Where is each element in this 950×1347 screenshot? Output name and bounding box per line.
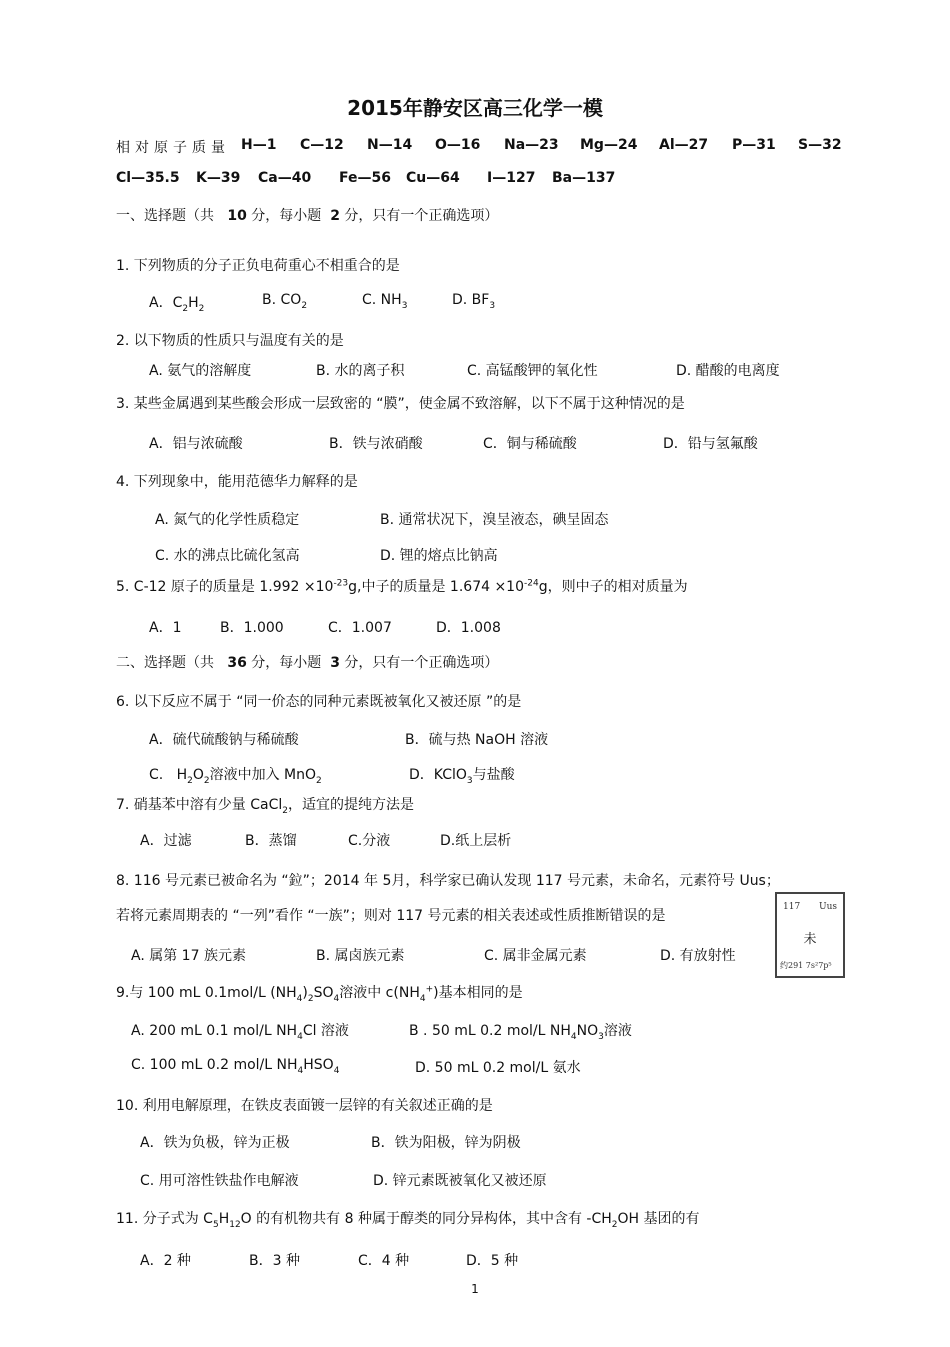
question-9-stem: 9.与 100 mL 0.1mol/L $(NH_4)_2SO_4$溶液中 $c(NH_4^+)$基本相同的是: [116, 984, 523, 1004]
question-5-option-d: D．1.008: [436, 620, 501, 636]
question-10-option-c: C. 用可溶性铁盐作电解液: [140, 1173, 299, 1189]
mass-item: H—1: [241, 137, 277, 153]
question-9-option-b: B . 50 mL 0.2 mol/L $NH_4NO_3$溶液: [409, 1023, 632, 1042]
question-2-option-a: A. 氨气的溶解度: [149, 363, 252, 379]
mass-item: K—39: [196, 170, 241, 186]
question-11-stem: 11. 分子式为 $C_5H_{12}O$ 的有机物共有 8 种属于醇类的同分异构体，其中含有 $-CH_2OH$ 基团的有: [116, 1211, 700, 1230]
question-11-option-b: B．3 种: [249, 1253, 300, 1269]
question-3-option-c: C．铜与稀硫酸: [483, 436, 577, 452]
question-10-option-a: A．铁为负极，锌为正极: [140, 1135, 290, 1151]
mass-item: P—31: [732, 137, 776, 153]
question-4-option-d: D. 锂的熔点比钠高: [380, 548, 498, 564]
mass-item: Na—23: [504, 137, 559, 153]
question-7-option-d: D.纸上层析: [440, 833, 512, 849]
mass-item: Ba—137: [552, 170, 616, 186]
question-6-option-a: A．硫代硫酸钠与稀硫酸: [149, 732, 299, 748]
mass-item: O—16: [435, 137, 481, 153]
mass-item: S—32: [798, 137, 842, 153]
question-11-option-c: C．4 种: [358, 1253, 410, 1269]
question-1-option-c: C. $NH_3$: [362, 292, 408, 311]
element-mass-config: 约291 7s²7p⁵: [780, 961, 832, 970]
question-3-stem: 3. 某些金属遇到某些酸会形成一层致密的 “膜”，使金属不致溶解，以下不属于这种情况的是: [116, 396, 685, 412]
question-8-option-a: A. 属第 17 族元素: [131, 948, 246, 964]
atomic-mass-label: 相对原子质量: [116, 140, 230, 156]
question-6-option-d: D．KClO$_3$与盐酸: [409, 767, 515, 786]
element-number: 117: [783, 902, 801, 912]
question-3-option-d: D．铅与氢氟酸: [663, 436, 758, 452]
element-name: 未: [803, 932, 817, 947]
question-9-option-a: A. 200 mL 0.1 mol/L $NH_4Cl$ 溶液: [131, 1023, 349, 1042]
question-5-option-c: C．1.007: [328, 620, 392, 636]
element-symbol: Uus: [819, 902, 837, 912]
question-8-option-d: D. 有放射性: [660, 948, 736, 964]
question-8-option-c: C. 属非金属元素: [484, 948, 587, 964]
question-11-option-d: D．5 种: [466, 1253, 519, 1269]
question-4-option-c: C. 水的沸点比硫化氢高: [155, 548, 300, 564]
question-7-stem: 7. 硝基苯中溶有少量 CaCl$_2$，适宜的提纯方法是: [116, 797, 415, 816]
section-heading-2: 二、选择题（共 36 分，每小题 3 分，只有一个正确选项）: [116, 655, 499, 671]
question-7-option-b: B．蒸馏: [245, 833, 297, 849]
mass-item: Ca—40: [258, 170, 312, 186]
question-2-option-b: B. 水的离子积: [316, 363, 405, 379]
question-7-option-c: C.分液: [348, 833, 391, 849]
atomic-mass-row1: [116, 137, 842, 157]
question-10-option-d: D. 锌元素既被氧化又被还原: [373, 1173, 547, 1189]
question-1-stem: 1. 下列物质的分子正负电荷重心不相重合的是: [116, 258, 400, 274]
atomic-mass-row2: [116, 170, 616, 186]
question-9-option-c: C. 100 mL 0.2 mol/L $NH_4HSO_4$: [131, 1057, 340, 1076]
page-number: 1: [471, 1282, 479, 1296]
question-8-stem-line2: 若将元素周期表的 “一列”看作 “一族”；则对 117 号元素的相关表述或性质推断错误的是: [116, 908, 666, 924]
question-4-option-b: B. 通常状况下，溴呈液态，碘呈固态: [380, 512, 609, 528]
question-9-option-d: D. 50 mL 0.2 mol/L 氨水: [415, 1060, 581, 1076]
question-6-option-c: C. $H_2O_2$溶液中加入 MnO$_2$: [149, 767, 322, 786]
mass-item: Cu—64: [406, 170, 460, 186]
question-4-stem: 4. 下列现象中，能用范德华力解释的是: [116, 474, 358, 490]
question-6-stem: 6. 以下反应不属于 “同一价态的同种元素既被氧化又被还原 ”的是: [116, 694, 522, 710]
question-4-option-a: A. 氮气的化学性质稳定: [155, 512, 300, 528]
mass-item: Mg—24: [580, 137, 638, 153]
question-3-option-b: B．铁与浓硝酸: [329, 436, 423, 452]
question-2-option-c: C. 高锰酸钾的氧化性: [467, 363, 598, 379]
question-3-option-a: A．铝与浓硫酸: [149, 436, 243, 452]
mass-item: Al—27: [659, 137, 709, 153]
mass-item: Fe—56: [339, 170, 391, 186]
question-1-option-a: A．$C_2H_2$: [149, 295, 205, 314]
mass-item: N—14: [367, 137, 413, 153]
mass-item: C—12: [300, 137, 344, 153]
question-10-stem: 10. 利用电解原理，在铁皮表面镀一层锌的有关叙述正确的是: [116, 1098, 493, 1114]
question-7-option-a: A．过滤: [140, 833, 192, 849]
mass-item: I—127: [487, 170, 536, 186]
question-6-option-b: B．硫与热 NaOH 溶液: [405, 732, 549, 748]
question-1-option-b: B. $CO_2$: [262, 292, 308, 311]
question-5-option-b: B．1.000: [220, 620, 284, 636]
element-card-117: [775, 892, 845, 978]
question-2-option-d: D. 醋酸的电离度: [676, 363, 780, 379]
section-heading-1: 一、选择题（共 10 分，每小题 2 分，只有一个正确选项）: [116, 208, 499, 224]
question-5-option-a: A．1: [149, 620, 182, 636]
question-10-option-b: B．铁为阳极，锌为阴极: [371, 1135, 521, 1151]
page-title: 2015年静安区高三化学一模: [347, 96, 603, 120]
question-8-option-b: B. 属卤族元素: [316, 948, 405, 964]
mass-item: Cl—35.5: [116, 170, 180, 186]
question-8-stem-line1: 8. 116 号元素已被命名为 “鉝”；2014 年 5月，科学家已确认发现 117 号元素，未命名，元素符号 Uus；: [116, 873, 780, 889]
question-5-stem: 5. C-12 原子的质量是 $1.992 \times 10^{-23}g$,中子的质量是 $1.674 \times 10^{-24}g$，则中子的相对质量为: [116, 578, 688, 595]
question-1-option-d: D. $BF_3$: [452, 292, 496, 311]
question-11-option-a: A．2 种: [140, 1253, 191, 1269]
question-2-stem: 2. 以下物质的性质只与温度有关的是: [116, 333, 344, 349]
